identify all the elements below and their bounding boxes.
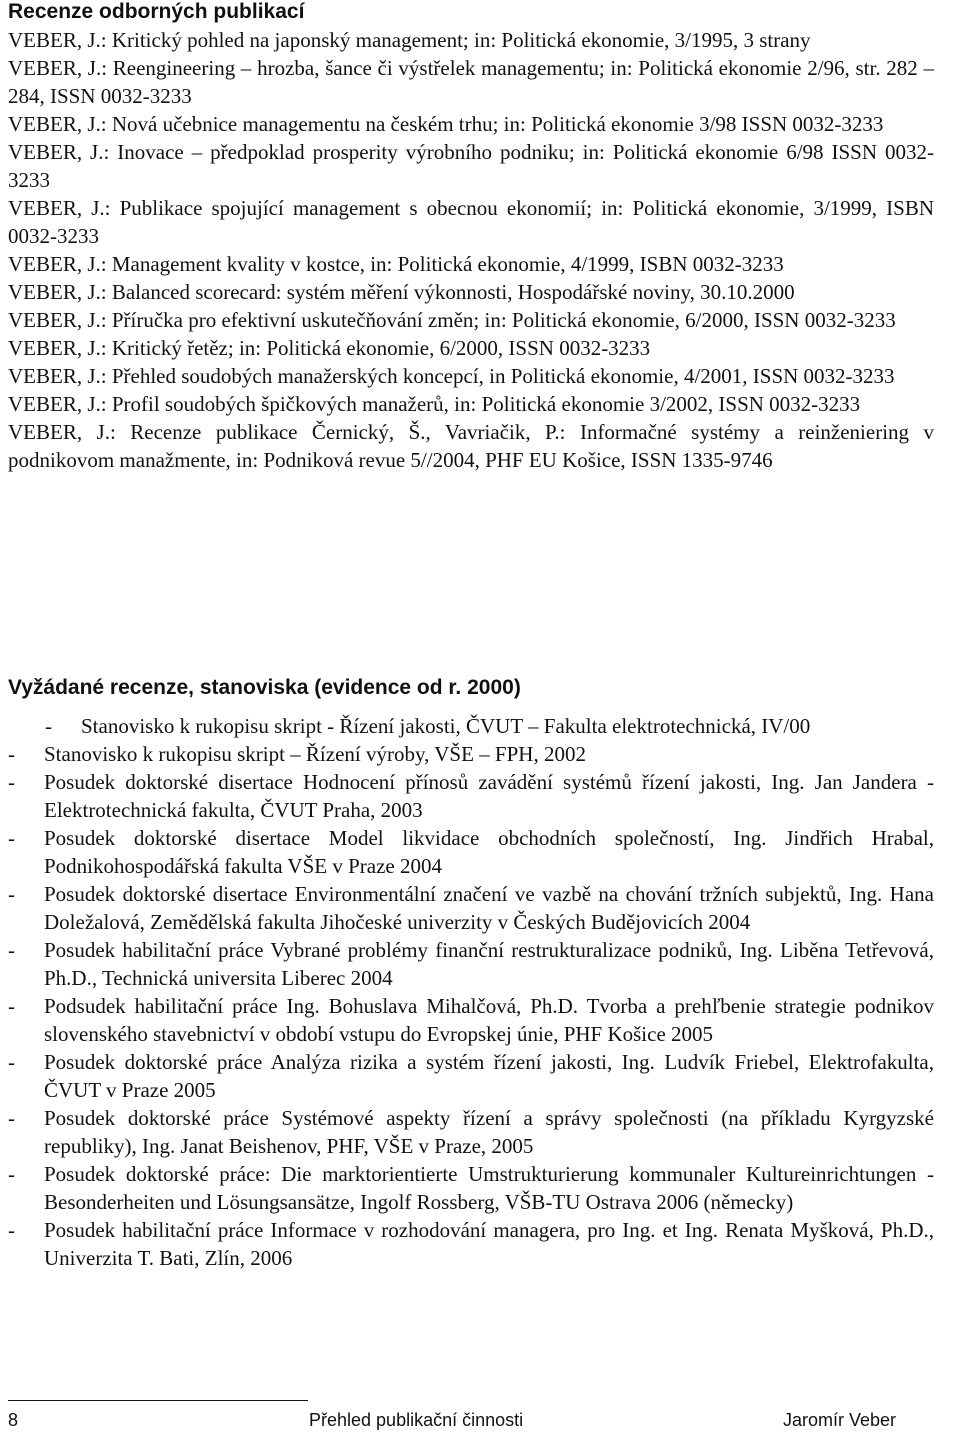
list-dash: -: [8, 938, 15, 962]
list-item: VEBER, J.: Recenze publikace Černický, Š., Vavriačik, P.: Informačné systémy a reinženiering v podnikovom manažmente, in: Podniková revue 5//2004, PHF EU Košice, ISSN 1335-9746: [8, 420, 934, 472]
list-item-text: Posudek doktorské disertace Environmentální značení ve vazbě na chování tržních subjektů, Ing. Hana Doležalová, Zemědělská fakulta Jihočeské univerzity v Českých Budějovicích 2004: [44, 882, 934, 934]
section-heading-requested-reviews: Vyžádané recenze, stanoviska (evidence od r. 2000): [8, 676, 521, 699]
list-dash: -: [8, 1162, 15, 1186]
list-item: VEBER, J.: Příručka pro efektivní uskutečňování změn; in: Politická ekonomie, 6/2000, ISSN 0032-3233: [8, 308, 896, 332]
list-item: VEBER, J.: Management kvality v kostce, in: Politická ekonomie, 4/1999, ISBN 0032-3233: [8, 252, 784, 276]
list-item: [8, 1104, 934, 1160]
list-dash: -: [8, 1050, 15, 1074]
list-item: [8, 992, 934, 1048]
list-item-text: Posudek doktorské disertace Model likvidace obchodních společností, Ing. Jindřich Hrabal, Podnikohospodářská fakulta VŠE v Praze 2004: [44, 826, 934, 878]
list-item: [8, 768, 934, 824]
list-item: [8, 824, 934, 880]
list-item-text: Posudek doktorské práce: Die marktorientierte Umstrukturierung kommunaler Kultureinrichtungen - Besonderheiten und Lösungsansätze, Ingolf Rossberg, VŠB-TU Ostrava 2006 (německy): [44, 1162, 934, 1214]
list-item: [8, 936, 934, 992]
list-dash: -: [8, 1106, 15, 1130]
list-item: VEBER, J.: Reengineering – hrozba, šance či výstřelek managementu; in: Politická ekonomie 2/96, str. 282 – 284, ISSN 0032-3233: [8, 56, 934, 108]
footer-author: Jaromír Veber: [783, 1410, 897, 1430]
list-item: VEBER, J.: Inovace – předpoklad prosperity výrobního podniku; in: Politická ekonomie 6/98 ISSN 0032-3233: [8, 140, 934, 192]
footer-divider: [8, 1400, 308, 1401]
list-item-text: Stanovisko k rukopisu skript - Řízení jakosti, ČVUT – Fakulta elektrotechnická, IV/00: [81, 714, 811, 738]
footer-document-title: Přehled publikační činnosti: [309, 1410, 524, 1430]
list-item-text: Posudek doktorské disertace Hodnocení přínosů zavádění systémů řízení jakosti, Ing. Jan Jandera - Elektrotechnická fakulta, ČVUT Praha, 2003: [44, 770, 934, 822]
list-dash: -: [8, 742, 15, 766]
list-dash: -: [8, 882, 15, 906]
publication-review-list: [8, 26, 934, 474]
requested-review-list: [8, 712, 934, 1272]
list-item: [8, 740, 934, 768]
list-dash: -: [8, 994, 15, 1018]
list-item: VEBER, J.: Balanced scorecard: systém měření výkonnosti, Hospodářské noviny, 30.10.2000: [8, 280, 795, 304]
list-item: [8, 1216, 934, 1272]
list-item: [8, 712, 934, 740]
list-item: VEBER, J.: Publikace spojující management s obecnou ekonomií; in: Politická ekonomie, 3/1999, ISBN 0032-3233: [8, 196, 934, 248]
list-dash: -: [8, 770, 15, 794]
list-item: VEBER, J.: Nová učebnice managementu na českém trhu; in: Politická ekonomie 3/98 ISSN 0032-3233: [8, 112, 884, 136]
list-item-text: Posudek habilitační práce Vybrané problémy finanční restrukturalizace podniků, Ing. Liběna Tetřevová, Ph.D., Technická universita Liberec 2004: [44, 938, 934, 990]
list-dash: -: [45, 714, 52, 738]
list-item-text: Posudek habilitační práce Informace v rozhodování managera, pro Ing. et Ing. Renata Myšková, Ph.D., Univerzita T. Bati, Zlín, 2006: [44, 1218, 934, 1270]
section-heading-reviews: Recenze odborných publikací: [8, 0, 305, 23]
list-dash: -: [8, 1218, 15, 1242]
list-item: VEBER, J.: Přehled soudobých manažerských koncepcí, in Politická ekonomie, 4/2001, ISSN 0032-3233: [8, 364, 895, 388]
list-item-text: Posudek doktorské práce Analýza rizika a systém řízení jakosti, Ing. Ludvík Friebel, Elektrofakulta, ČVUT v Praze 2005: [44, 1050, 934, 1102]
list-item: [8, 1048, 934, 1104]
list-item-text: Stanovisko k rukopisu skript – Řízení výroby, VŠE – FPH, 2002: [44, 742, 586, 766]
footer-page-number: 8: [8, 1410, 19, 1430]
list-dash: -: [8, 826, 15, 850]
list-item: VEBER, J.: Kritický pohled na japonský management; in: Politická ekonomie, 3/1995, 3 strany: [8, 28, 811, 52]
list-item: VEBER, J.: Profil soudobých špičkových manažerů, in: Politická ekonomie 3/2002, ISSN 0032-3233: [8, 392, 861, 416]
list-item: [8, 880, 934, 936]
list-item: [8, 1160, 934, 1216]
list-item-text: Podsudek habilitační práce Ing. Bohuslava Mihalčová, Ph.D. Tvorba a prehľbenie strategie podnikov slovenského stavebnictví v období vstupu do Evropskej únie, PHF Košice 2005: [44, 994, 934, 1046]
list-item-text: Posudek doktorské práce Systémové aspekty řízení a správy společnosti (na příkladu Kyrgyzské republiky), Ing. Janat Beishenov, PHF, VŠE v Praze, 2005: [44, 1106, 934, 1158]
list-item: VEBER, J.: Kritický řetěz; in: Politická ekonomie, 6/2000, ISSN 0032-3233: [8, 336, 651, 360]
